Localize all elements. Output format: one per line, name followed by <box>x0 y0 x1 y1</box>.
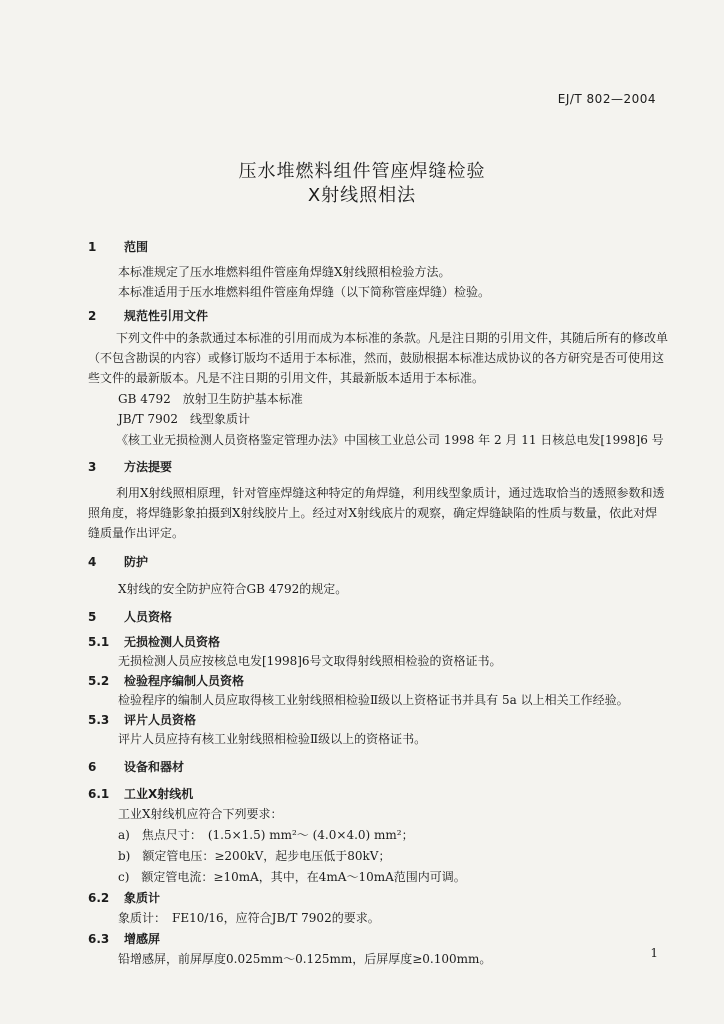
subsection-title: 无损检测人员资格 <box>124 635 221 649</box>
section-number: 1 <box>88 240 97 254</box>
section-3-heading <box>88 458 668 475</box>
reference-jbt7902: JB/T 7902 线型象质计 <box>118 412 251 426</box>
section-title: 人员资格 <box>124 610 173 624</box>
subsection-number: 5.3 <box>88 713 110 727</box>
subsection-number: 5.2 <box>88 674 110 688</box>
subsection-6-3-text: 铅增感屏，前屏厚度0.025mm～0.125mm，后屏厚度≥0.100mm。 <box>118 952 492 966</box>
section-title: 防护 <box>124 555 149 569</box>
subsection-number: 6.1 <box>88 787 110 801</box>
subsection-6-1-heading <box>88 785 668 802</box>
subsection-number: 5.1 <box>88 635 110 649</box>
section-1-text-2: 本标准适用于压水堆燃料组件管座角焊缝（以下简称管座焊缝）检验。 <box>118 285 491 299</box>
section-title: 设备和器材 <box>124 760 185 774</box>
section-title: 方法提要 <box>124 460 173 474</box>
reference-regulation: 《核工业无损检测人员资格鉴定管理办法》中国核工业总公司 1998 年 2 月 11 日核总电发[1998]6 号 <box>116 433 664 447</box>
subsection-5-2-heading <box>88 672 668 689</box>
standard-code: EJ/T 802—2004 <box>557 92 656 106</box>
section-number: 4 <box>88 555 97 569</box>
section-2-paragraph: 下列文件中的条款通过本标准的引用而成为本标准的条款。凡是注日期的引用文件，其随后所有的修改单（不包含勘误的内容）或修订版均不适用于本标准，然而，鼓励根据本标准达成协议的各方研究是否可使用这些文件的最新版本。凡是不注日期的引用文件，其最新版本适用于本标准。 <box>88 331 669 385</box>
section-4-heading <box>88 553 668 570</box>
section-number: 5 <box>88 610 97 624</box>
subsection-5-3-heading <box>88 711 668 728</box>
subsection-title: 象质计 <box>124 891 161 905</box>
subsection-6-2-text: 象质计： FE10/16，应符合JB/T 7902的要求。 <box>118 911 380 925</box>
requirement-a: a) 焦点尺寸： (1.5×1.5) mm²～ (4.0×4.0) mm²； <box>118 828 414 842</box>
subsection-title: 增感屏 <box>124 932 161 946</box>
subsection-number: 6.3 <box>88 932 110 946</box>
section-6-heading <box>88 758 668 775</box>
section-5-heading <box>88 608 668 625</box>
document-body <box>88 238 668 968</box>
subsection-5-2-text: 检验程序的编制人员应取得核工业射线照相检验Ⅱ级以上资格证书并具有 5a 以上相关工作经验。 <box>118 693 629 707</box>
subsection-6-2-heading <box>88 889 668 906</box>
subsection-5-1-heading <box>88 633 668 650</box>
section-number: 2 <box>88 309 97 323</box>
requirement-b: b) 额定管电压：≥200kV，起步电压低于80kV； <box>118 849 391 863</box>
subsection-6-1-intro: 工业X射线机应符合下列要求： <box>118 807 283 821</box>
section-number: 3 <box>88 460 97 474</box>
subsection-title: 评片人员资格 <box>124 713 197 727</box>
section-title: 范围 <box>124 240 149 254</box>
section-2-heading <box>88 307 668 324</box>
section-1-heading <box>88 238 668 255</box>
reference-gb4792: GB 4792 放射卫生防护基本标准 <box>118 392 303 406</box>
subsection-number: 6.2 <box>88 891 110 905</box>
subsection-5-1-text: 无损检测人员应按核总电发[1998]6号文取得射线照相检验的资格证书。 <box>118 654 502 668</box>
title-line-1: 压水堆燃料组件管座焊缝检验 <box>238 161 486 182</box>
subsection-6-3-heading <box>88 930 668 947</box>
section-3-paragraph: 利用X射线照相原理，针对管座焊缝这种特定的角焊缝，利用线型象质计，通过选取恰当的透照参数和透照角度，将焊缝影象拍摄到X射线胶片上。经过对X射线底片的观察，确定焊缝缺陷的性质与数量，依此对焊缝质量作出评定。 <box>88 486 665 540</box>
section-number: 6 <box>88 760 97 774</box>
section-title: 规范性引用文件 <box>124 309 209 323</box>
subsection-title: 工业X射线机 <box>124 787 194 801</box>
subsection-title: 检验程序编制人员资格 <box>124 674 245 688</box>
page-number: 1 <box>650 946 658 960</box>
section-1-text-1: 本标准规定了压水堆燃料组件管座角焊缝X射线照相检验方法。 <box>118 265 451 279</box>
document-title <box>0 160 724 208</box>
subsection-5-3-text: 评片人员应持有核工业射线照相检验Ⅱ级以上的资格证书。 <box>118 732 427 746</box>
requirement-c: c) 额定管电流：≥10mA，其中，在4mA～10mA范围内可调。 <box>118 870 466 884</box>
title-line-2: X射线照相法 <box>307 185 417 206</box>
section-4-text: X射线的安全防护应符合GB 4792的规定。 <box>118 582 348 596</box>
